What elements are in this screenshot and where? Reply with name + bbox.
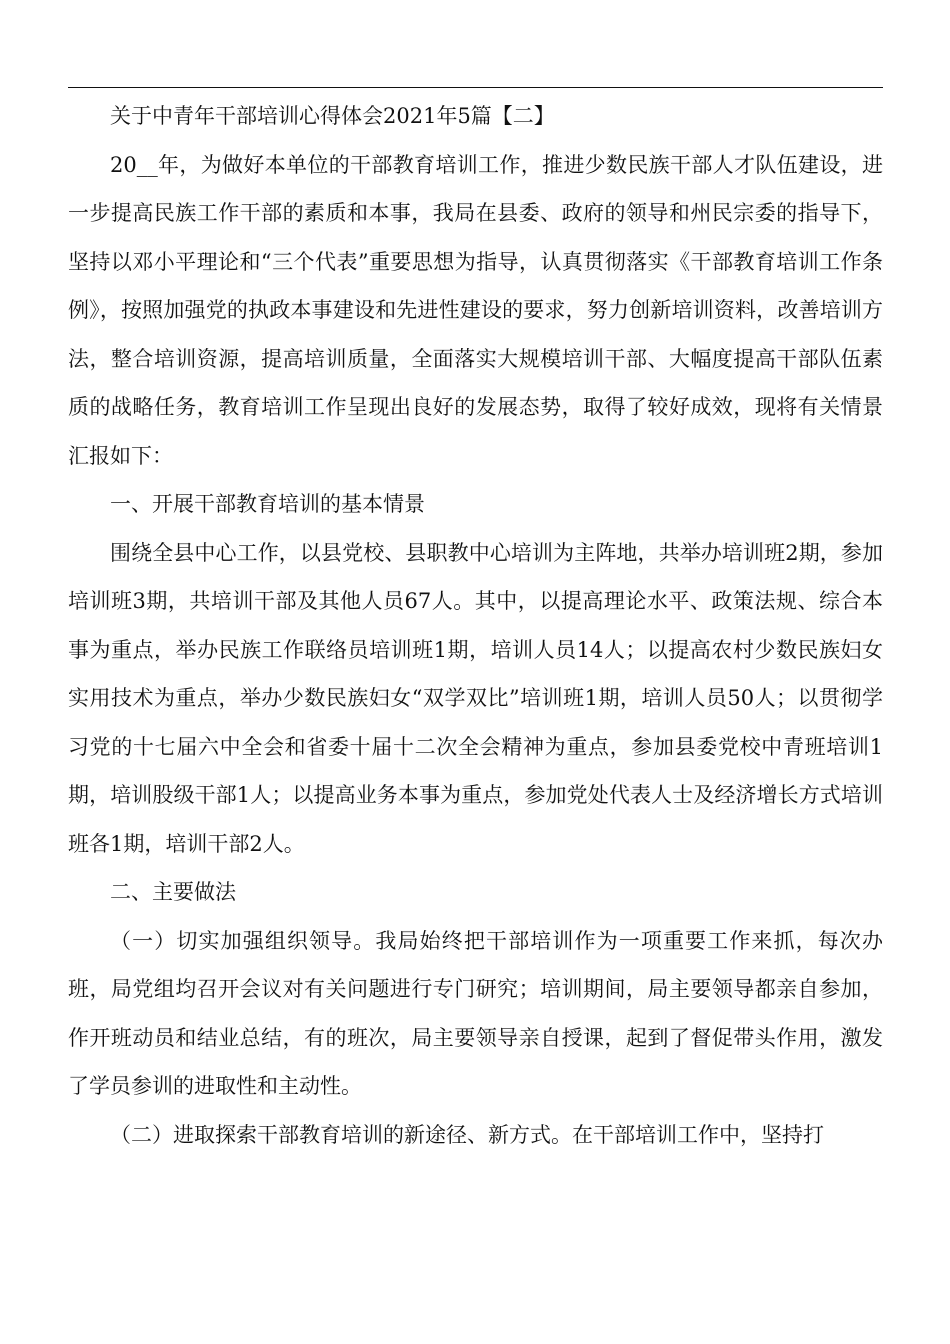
paragraph-organization-leadership: （一）切实加强组织领导。我局始终把干部培训作为一项重要工作来抓，每次办班，局党组均召开会议对有关问题进行专门研究；培训期间，局主要领导都亲自参加，作开班动员和结业总结，有的班次，局主要领导亲自授课，起到了督促带头作用，激发了学员参训的进取性和主动性。: [68, 928, 883, 1098]
paragraph-new-approaches: （二）进取探索干部教育培训的新途径、新方式。在干部培训工作中，坚持打: [110, 1122, 824, 1147]
paragraph-basic-situation: 围绕全县中心工作，以县党校、县职教中心培训为主阵地，共举办培训班2期，参加培训班3期，共培训干部及其他人员67人。其中，以提高理论水平、政策法规、综合本事为重点，举办民族工作联络员培训班1期，培训人员14人；以提高农村少数民族妇女实用技术为重点，举办少数民族妇女“双学双比”培训班1期，培训人员50人；以贯彻学习党的十七届六中全会和省委十届十二次全会精神为重点，参加县委党校中青班培训1期，培训股级干部1人；以提高业务本事为重点，参加党处代表人士及经济增长方式培训班各1期，培训干部2人。: [68, 540, 883, 856]
section-heading-1: 一、开展干部教育培训的基本情景: [110, 492, 425, 516]
section-heading-2: 二、主要做法: [110, 880, 236, 904]
document-body: [68, 92, 883, 1159]
header-rule: [68, 87, 883, 88]
document-title: 关于中青年干部培训心得体会2021年5篇【二】: [110, 104, 555, 128]
paragraph-intro: 20__年，为做好本单位的干部教育培训工作，推进少数民族干部人才队伍建设，进一步提高民族工作干部的素质和本事，我局在县委、政府的领导和州民宗委的指导下，坚持以邓小平理论和“三个代表”重要思想为指导，认真贯彻落实《干部教育培训工作条例》，按照加强党的执政本事建设和先进性建设的要求，努力创新培训资料，改善培训方法，整合培训资源，提高培训质量，全面落实大规模培训干部、大幅度提高干部队伍素质的战略任务，教育培训工作呈现出良好的发展态势，取得了较好成效，现将有关情景汇报如下：: [68, 152, 883, 468]
